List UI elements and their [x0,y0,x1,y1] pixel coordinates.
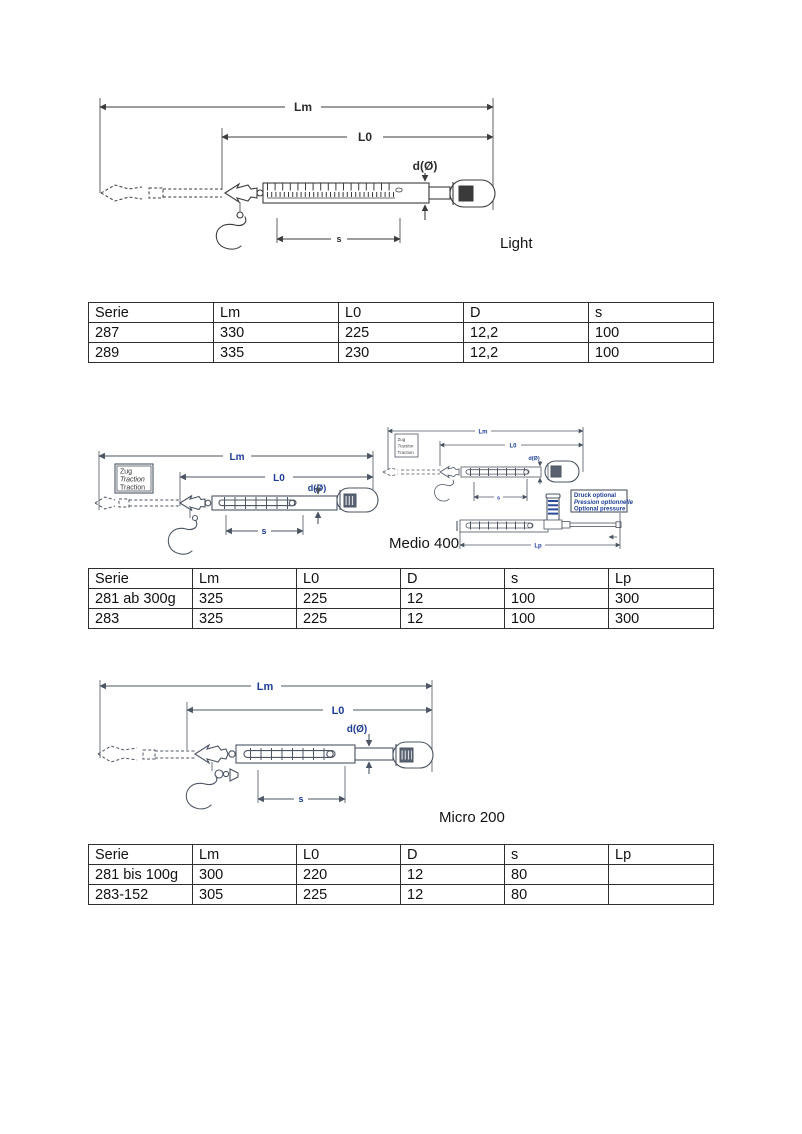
medio-pressure-view [457,490,634,550]
zug-traction-box [115,464,153,493]
scale-tube [461,467,541,477]
cell: 330 [214,323,339,343]
cell: 283-152 [89,885,193,905]
light-spring-scale-diagram [93,90,503,255]
clip [195,745,235,763]
header-cell: Lm [214,303,339,323]
cell [609,865,714,885]
dimension-lm [99,452,373,463]
l0-label: L0 [331,705,345,717]
medio-small-view [383,427,583,502]
table-header-row [89,303,714,323]
cell: 225 [297,609,401,629]
cell: 287 [89,323,214,343]
cell: 230 [339,343,464,363]
scale-tube [236,745,393,763]
cell: 335 [214,343,339,363]
header-cell: Lp [609,845,714,865]
medio-spring-scale-diagram [93,418,638,558]
header-cell: s [505,569,609,589]
table-row [89,323,714,343]
cell: 12 [401,865,505,885]
d-label: d(Ø) [307,483,327,493]
l0-label: L0 [357,130,373,144]
table-row [89,865,714,885]
zug-line1: Zug [397,437,406,442]
cell: 100 [505,609,609,629]
extended-hook-ghost [95,497,180,509]
dimension-l0 [187,705,432,717]
s-label: s [298,794,304,804]
cell: 281 ab 300g [89,589,193,609]
cell: 300 [609,609,714,629]
cell: 325 [193,609,297,629]
cell: 12,2 [464,343,589,363]
header-cell: D [464,303,589,323]
cell [609,885,714,905]
cell: 225 [297,885,401,905]
lp-label: Lp [534,543,542,550]
d-label: d(Ø) [412,159,438,173]
handle-loop [393,742,433,768]
dimension-l0 [440,444,583,450]
pressure-nozzle-tube [562,522,621,538]
extended-hook-ghost [101,185,222,201]
handle-loop [545,461,579,482]
handle-loop [450,180,495,207]
header-cell: L0 [297,845,401,865]
zug-line3: Traction [397,450,414,455]
header-cell: Lm [193,845,297,865]
pressure-line1: Druck optional [574,493,617,499]
dimension-s [258,766,345,804]
header-cell: L0 [339,303,464,323]
cell: 289 [89,343,214,363]
cell: 220 [297,865,401,885]
d-label: d(Ø) [346,724,368,735]
cell: 12 [401,609,505,629]
handle-loop [337,488,378,512]
cell: 100 [589,343,714,363]
clip [440,467,459,478]
header-cell: L0 [297,569,401,589]
cell: 281 bis 100g [89,865,193,885]
cell: 305 [193,885,297,905]
zug-line2: Traction [397,443,414,449]
table-row [89,609,714,629]
hanging-hook [168,510,197,554]
hanging-hook [435,480,454,501]
header-cell: Lm [193,569,297,589]
slot-pointer [289,500,295,506]
pump-handle [544,494,562,529]
header-cell: Serie [89,569,193,589]
slot-pointer [327,751,333,757]
dimension-lm [100,681,432,693]
lm-label: Lm [294,100,312,114]
s-label: s [261,526,267,536]
l0-label: L0 [509,443,517,450]
cell: 100 [505,589,609,609]
pressure-line3: Optional pressure [574,506,626,513]
micro-spec-table [88,844,714,905]
l0-label: L0 [273,473,285,484]
scale-tube [457,520,548,532]
zug-traction-box [395,434,418,457]
header-cell: Serie [89,845,193,865]
cell: 12,2 [464,323,589,343]
clip [225,184,263,202]
dimension-l0 [222,130,493,144]
header-cell: s [589,303,714,323]
dimension-lm [100,100,493,114]
clip [180,496,211,511]
zug-line2: Traction [120,476,145,484]
dimension-s [226,515,303,536]
header-cell: s [505,845,609,865]
extended-hook-ghost [98,746,195,762]
dimension-l0 [180,473,373,484]
header-cell: Lp [609,569,714,589]
table-header-row [89,845,714,865]
lm-label: Lm [478,429,488,436]
s-label: s [336,234,342,244]
table-row [89,589,714,609]
dimension-s [474,479,527,502]
table-header-row [89,569,714,589]
section-label-micro: Micro 200 [439,809,505,826]
section-label-medio: Medio 400 [389,535,460,552]
cell: 80 [505,885,609,905]
header-cell: Serie [89,303,214,323]
pressure-line2: Pression optionnelle [574,500,634,506]
extended-hook-ghost [383,468,440,476]
d-label: d(Ø) [528,456,540,462]
hanging-hook [186,762,238,809]
table-row [89,885,714,905]
s-label: s [496,495,501,502]
zug-line3: Traction [120,484,146,492]
cell: 283 [89,609,193,629]
cell: 325 [193,589,297,609]
cell: 80 [505,865,609,885]
cell: 225 [339,323,464,343]
handle-grip [459,186,473,201]
lm-label: Lm [256,681,274,693]
cell: 12 [401,885,505,905]
micro-spring-scale-diagram [95,672,470,812]
header-cell: D [401,845,505,865]
medio-main-view [95,451,378,554]
hook-tab [230,769,238,781]
medio-spec-table [88,568,714,629]
cell: 225 [297,589,401,609]
cell: 12 [401,589,505,609]
scale-tube [263,183,450,203]
light-spec-table [88,302,714,363]
section-label-light: Light [500,235,533,252]
lm-label: Lm [229,452,245,463]
cell: 300 [193,865,297,885]
dimension-s [277,218,400,244]
cell: 100 [589,323,714,343]
header-cell: D [401,569,505,589]
pressure-option-box [571,490,634,513]
table-row [89,343,714,363]
zug-line1: Zug [120,468,133,476]
cell: 300 [609,589,714,609]
scale-tube [212,496,337,510]
handle-grip [551,466,561,477]
hanging-hook [216,202,245,249]
